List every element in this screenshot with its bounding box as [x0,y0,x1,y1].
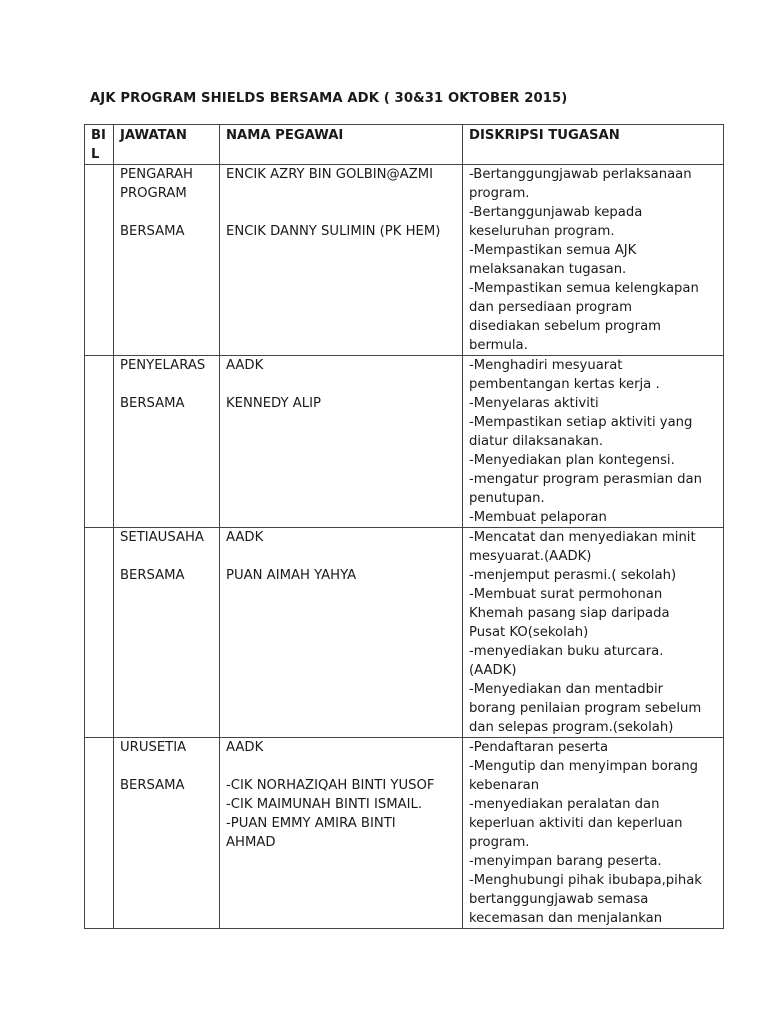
jawatan-bersama-text: BERSAMA [120,396,185,411]
nama-bersama-text: ENCIK DANNY SULIMIN (PK HEM) [226,224,441,239]
desc-line: diatur dilaksanakan. [469,434,604,449]
desc-line: -menyediakan buku aturcara. [469,644,664,659]
desc-line: -Mempastikan semua AJK [469,243,637,258]
desc-line: kecemasan dan menjalankan [469,911,663,926]
bil-cell [85,356,114,528]
nama-text: AADK [226,740,264,755]
desc-line: Khemah pasang siap daripada [469,606,670,621]
nama-pegawai-cell [220,528,463,738]
desc-line: -Membuat surat permohonan [469,587,663,602]
desc-line: -Mempastikan setiap aktiviti yang [469,415,693,430]
desc-line: disediakan sebelum program [469,319,661,334]
header-nama-pegawai: NAMA PEGAWAI [220,125,463,165]
jawatan-cell [114,528,220,738]
desc-line: -Mencatat dan menyediakan minit [469,530,696,545]
desc-line: (AADK) [469,663,517,678]
desc-line: -mengatur program perasmian dan [469,472,702,487]
desc-line: -menjemput perasmi.( sekolah) [469,568,677,583]
table-row [85,528,724,738]
bil-cell [85,528,114,738]
nama-text: ENCIK AZRY BIN GOLBIN@AZMI [226,167,434,182]
table-row [85,165,724,356]
nama-pegawai-cell [220,356,463,528]
desc-line: -Mempastikan semua kelengkapan [469,281,699,296]
diskripsi-cell [463,356,724,528]
desc-line: Pusat KO(sekolah) [469,625,589,640]
desc-line: keperluan aktiviti dan keperluan [469,816,683,831]
jawatan-text: PENYELARAS [120,358,206,373]
jawatan-cell [114,165,220,356]
bil-cell [85,165,114,356]
jawatan-bersama-text: BERSAMA [120,224,185,239]
header-bil-line: BI [91,128,106,143]
diskripsi-cell [463,165,724,356]
bil-cell [85,738,114,929]
desc-line: bertanggungjawab semasa [469,892,649,907]
table-header-row [85,125,724,165]
nama-bersama-text: -CIK NORHAZIQAH BINTI YUSOF [226,778,435,793]
desc-line: -Membuat pelaporan [469,510,607,525]
header-bil [85,125,114,165]
nama-bersama-text: -PUAN EMMY AMIRA BINTI [226,816,396,831]
desc-line: program. [469,186,530,201]
nama-pegawai-cell [220,738,463,929]
nama-pegawai-cell [220,165,463,356]
nama-text: AADK [226,358,264,373]
jawatan-text: URUSETIA [120,740,187,755]
header-diskripsi-tugasan: DISKRIPSI TUGASAN [463,125,724,165]
desc-line: keseluruhan program. [469,224,615,239]
header-bil-line: L [91,147,100,162]
jawatan-bersama-text: BERSAMA [120,778,185,793]
desc-line: -Menyediakan plan kontegensi. [469,453,675,468]
diskripsi-cell [463,738,724,929]
desc-line: -menyediakan peralatan dan [469,797,660,812]
desc-line: -Menghadiri mesyuarat [469,358,623,373]
desc-line: -Pendaftaran peserta [469,740,609,755]
jawatan-text: PROGRAM [120,186,187,201]
desc-line: pembentangan kertas kerja . [469,377,660,392]
desc-line: -Mengutip dan menyimpan borang [469,759,699,774]
nama-bersama-text: KENNEDY ALIP [226,396,321,411]
desc-line: kebenaran [469,778,540,793]
desc-line: -menyimpan barang peserta. [469,854,662,869]
desc-line: -Bertanggungjawab perlaksanaan [469,167,692,182]
nama-text: AADK [226,530,264,545]
diskripsi-cell [463,528,724,738]
desc-line: borang penilaian program sebelum [469,701,702,716]
desc-line: -Menyediakan dan mentadbir [469,682,664,697]
nama-bersama-text: -CIK MAIMUNAH BINTI ISMAIL. [226,797,423,812]
desc-line: program. [469,835,530,850]
jawatan-cell [114,356,220,528]
desc-line: -Bertanggunjawab kepada [469,205,643,220]
jawatan-text: SETIAUSAHA [120,530,204,545]
ajk-table [84,124,724,929]
jawatan-cell [114,738,220,929]
nama-bersama-text: PUAN AIMAH YAHYA [226,568,357,583]
desc-line: -Menghubungi pihak ibubapa,pihak [469,873,702,888]
desc-line: penutupan. [469,491,545,506]
nama-bersama-text: AHMAD [226,835,276,850]
desc-line: melaksanakan tugasan. [469,262,627,277]
desc-line: dan selepas program.(sekolah) [469,720,674,735]
desc-line: bermula. [469,338,528,353]
table-row [85,356,724,528]
document-title: AJK PROGRAM SHIELDS BERSAMA ADK ( 30&31 OKTOBER 2015) [90,91,568,106]
header-jawatan: JAWATAN [114,125,220,165]
jawatan-bersama-text: BERSAMA [120,568,185,583]
desc-line: dan persediaan program [469,300,632,315]
desc-line: -Menyelaras aktiviti [469,396,599,411]
table-row [85,738,724,929]
desc-line: mesyuarat.(AADK) [469,549,592,564]
jawatan-text: PENGARAH [120,167,193,182]
